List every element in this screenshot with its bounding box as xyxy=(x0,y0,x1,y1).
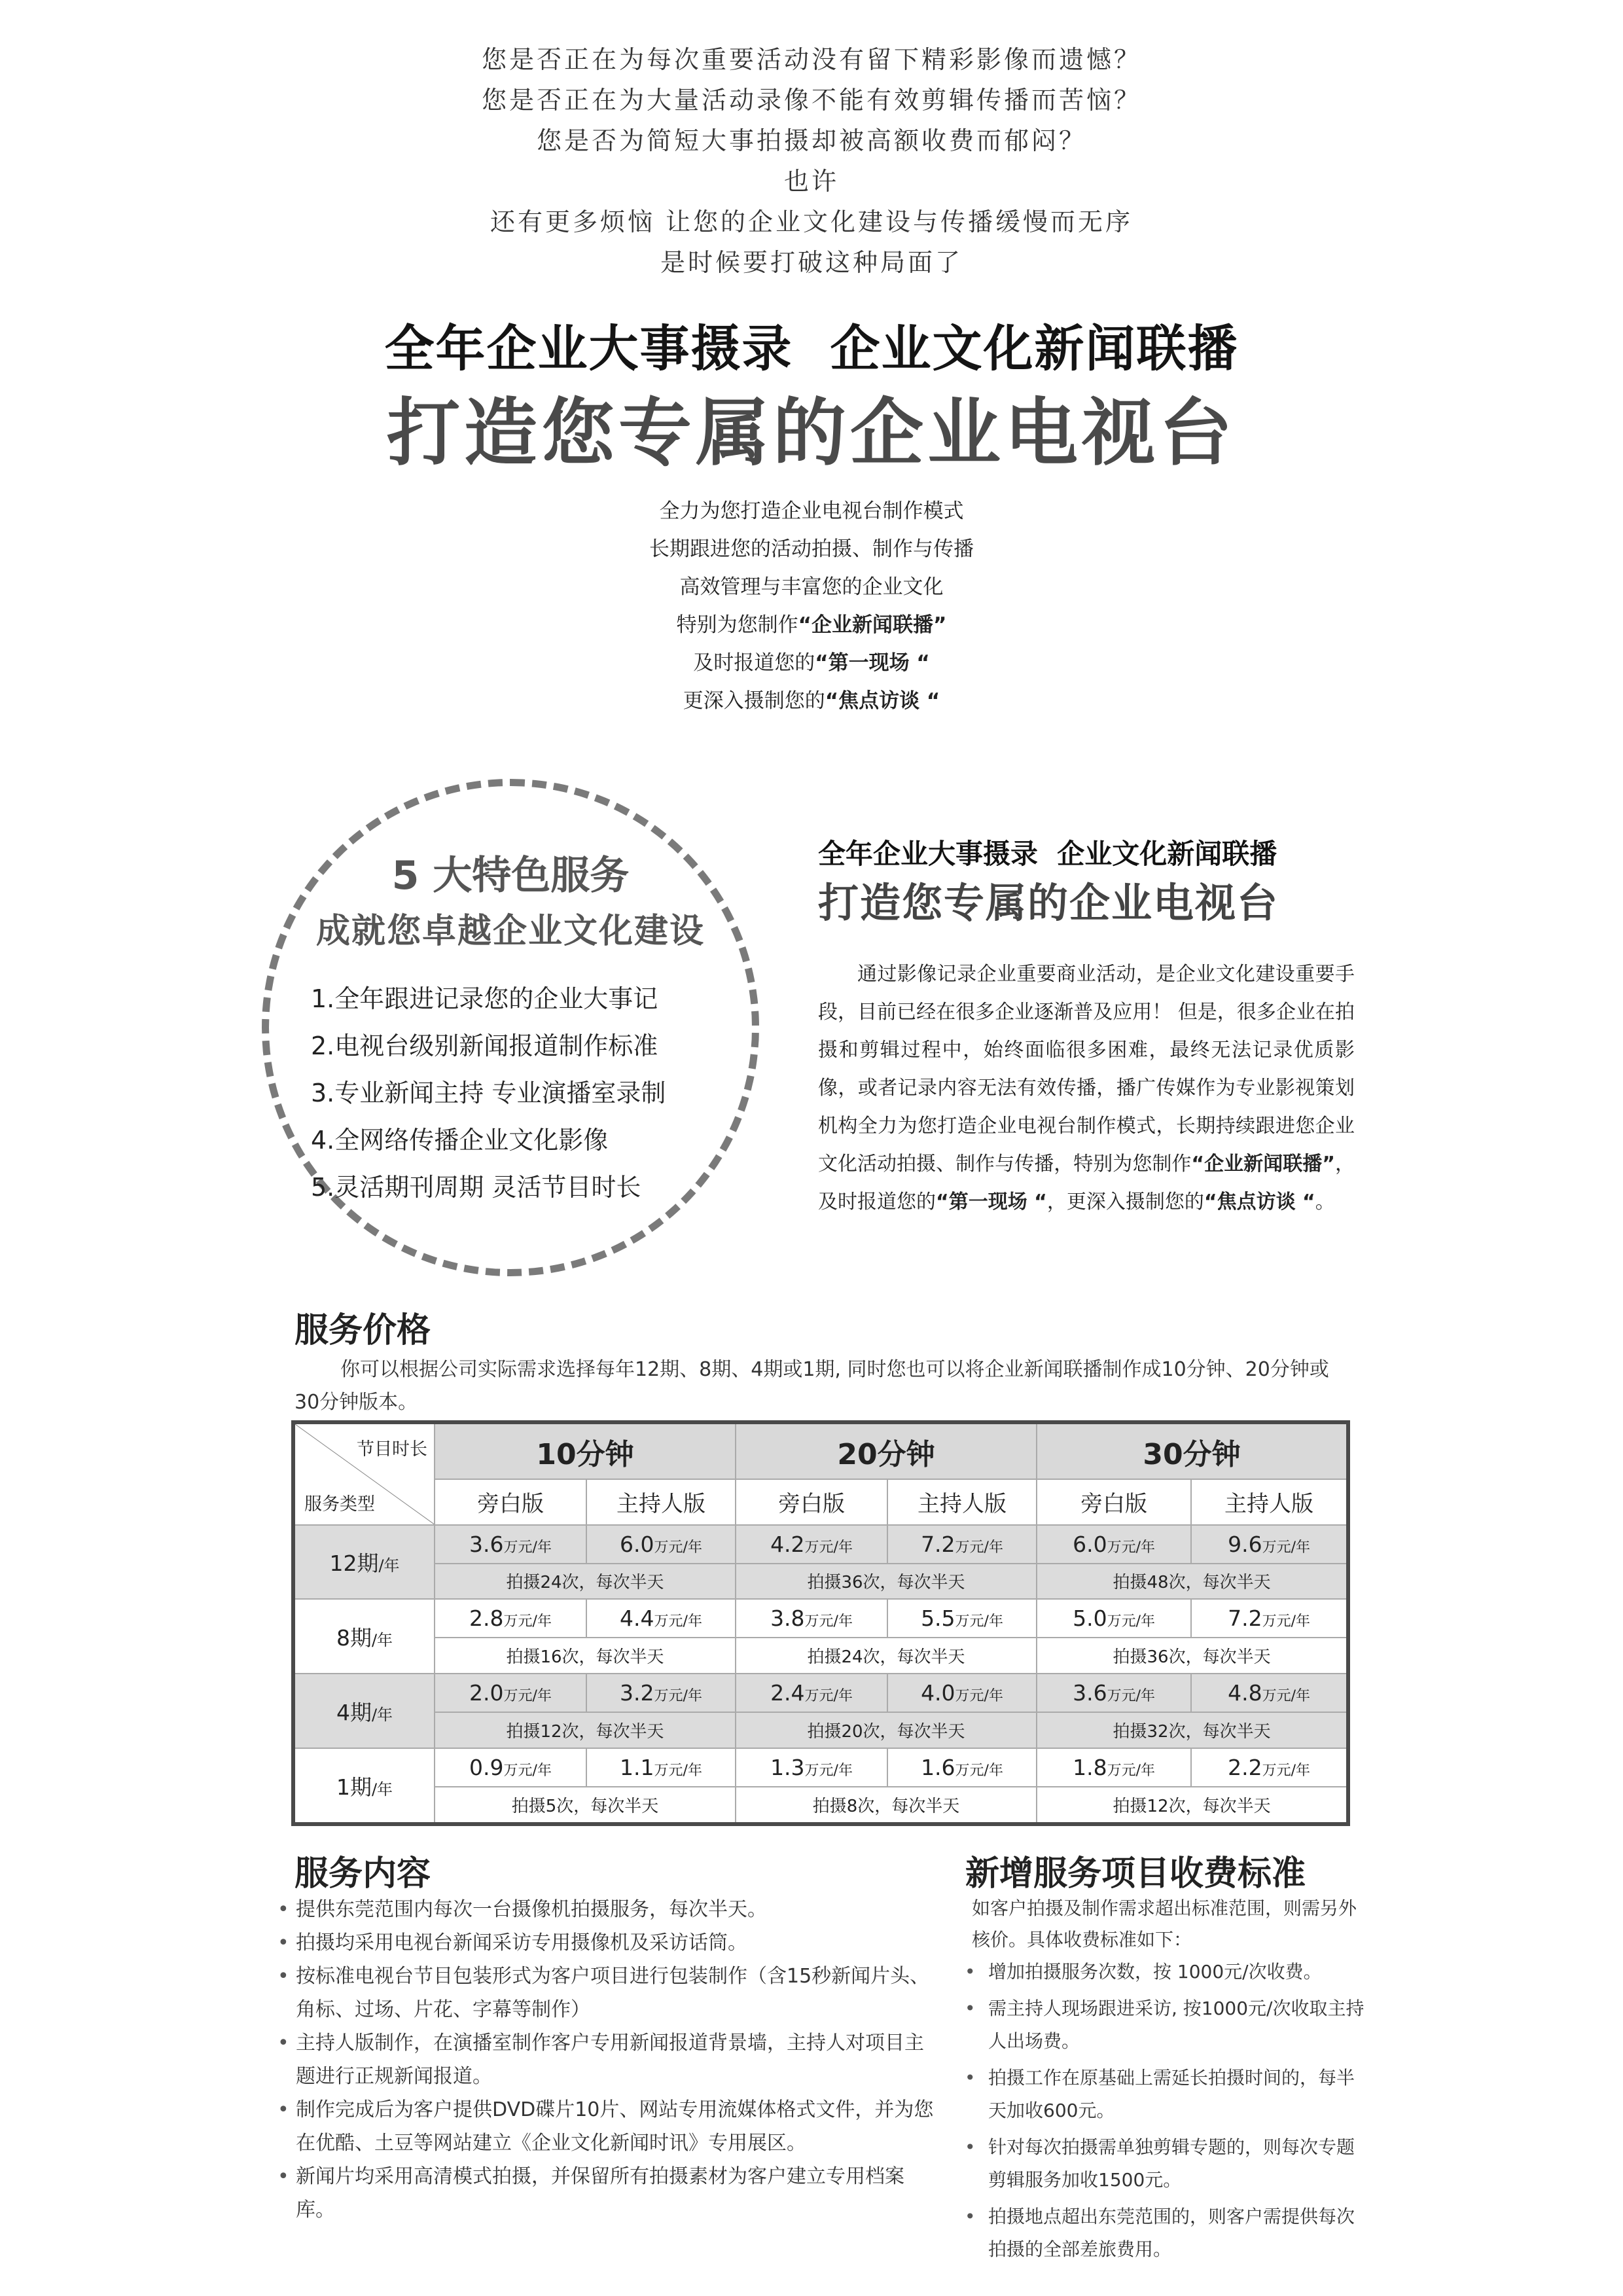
price-unit: 万元/年 xyxy=(804,1763,853,1780)
feature-item: 3.专业新闻主持 专业演播室录制 xyxy=(311,1079,666,1107)
period-unit: /年 xyxy=(378,1556,400,1575)
intro-line: 您是否为简短大事拍摄却被高额收费而郁闷？ xyxy=(536,126,1086,155)
fee-item xyxy=(962,2062,1368,2127)
bullet-icon: • xyxy=(965,2206,976,2227)
period-cell xyxy=(293,1525,435,1600)
price-value: 1.1 xyxy=(620,1755,654,1781)
shoot-note: 拍摄48次，每次半天 xyxy=(1037,1564,1348,1600)
tagline-line xyxy=(0,606,1623,644)
price-cell xyxy=(586,1525,736,1564)
fee-item xyxy=(962,1956,1368,1988)
fee-item-text: 增加拍摄服务次数，按 1000元/次收费。 xyxy=(988,1961,1322,1982)
note-row xyxy=(293,1638,1348,1674)
tagline-highlight: “企业新闻联播” xyxy=(798,613,947,637)
price-cell xyxy=(1191,1674,1348,1712)
bullet-icon: • xyxy=(965,2136,976,2158)
version-header: 旁白版 xyxy=(435,1479,586,1524)
price-cell xyxy=(435,1748,586,1787)
price-cell xyxy=(435,1599,586,1638)
bullet-icon: • xyxy=(277,1898,289,1921)
price-unit: 万元/年 xyxy=(1262,1613,1310,1630)
intro-line: 还有更多烦恼 让您的企业文化建设与传播缓慢而无序 xyxy=(490,207,1133,236)
bullet-icon: • xyxy=(277,1965,289,1988)
price-value: 4.8 xyxy=(1228,1680,1262,1706)
note-row xyxy=(293,1564,1348,1600)
period-label: 1期 xyxy=(336,1774,372,1800)
shoot-note: 拍摄24次，每次半天 xyxy=(736,1638,1037,1674)
tagline-line: 长期跟进您的活动拍摄、制作与传播 xyxy=(649,537,974,561)
period-unit: /年 xyxy=(371,1705,393,1724)
pricing-table xyxy=(291,1420,1350,1826)
service-item-text: 拍摄均采用电视台新闻采访专用摄像机及采访话筒。 xyxy=(296,1931,747,1954)
bullet-icon: • xyxy=(965,2067,976,2089)
period-cell xyxy=(293,1748,435,1824)
price-value: 0.9 xyxy=(469,1755,504,1781)
shoot-note: 拍摄36次，每次半天 xyxy=(1037,1638,1348,1674)
bullet-icon: • xyxy=(277,2032,289,2054)
tagline-text: 更深入摄制您的 xyxy=(683,689,825,713)
feature-item: 4.全网络传播企业文化影像 xyxy=(311,1126,609,1155)
price-unit: 万元/年 xyxy=(955,1539,1003,1556)
intro-line: 是时候要打破这种局面了 xyxy=(660,248,963,277)
service-item-text: 提供东莞范围内每次一台摄像机拍摄服务，每次半天。 xyxy=(296,1898,767,1921)
feature-item: 2.电视台级别新闻报道制作标准 xyxy=(311,1031,658,1060)
price-value: 2.0 xyxy=(469,1680,504,1706)
shoot-note: 拍摄32次，每次半天 xyxy=(1037,1712,1348,1748)
bullet-icon: • xyxy=(277,2165,289,2188)
price-cell xyxy=(1191,1525,1348,1564)
service-item-text: 按标准电视台节目包装形式为客户项目进行包装制作（含15秒新闻片头、角标、过场、片花、字幕等制作） xyxy=(296,1965,930,2021)
fee-item-text: 拍摄工作在原基础上需延长拍摄时间的，每半天加收600元。 xyxy=(988,2067,1355,2121)
headline-line1: 全年企业大事摄录 企业文化新闻联播 xyxy=(384,319,1239,378)
intro-right-title1: 全年企业大事摄录 企业文化新闻联播 xyxy=(818,838,1277,870)
para-text: 。 xyxy=(1315,1191,1335,1213)
extra-fees-intro: 如客户拍摄及制作需求超出标准范围，则需另外核价。具体收费标准如下： xyxy=(972,1897,1357,1950)
price-cell xyxy=(736,1674,887,1712)
shoot-note: 拍摄16次，每次半天 xyxy=(435,1638,736,1674)
price-value: 5.5 xyxy=(921,1605,955,1632)
fee-item xyxy=(962,2131,1368,2197)
service-item-text: 主持人版制作，在演播室制作客户专用新闻报道背景墙，主持人对项目主题进行正规新闻报道。 xyxy=(296,2032,924,2088)
service-content-title: 服务内容 xyxy=(294,1854,431,1893)
para-highlight: “焦点访谈 “ xyxy=(1204,1191,1315,1213)
price-cell xyxy=(435,1674,586,1712)
extra-fees-title: 新增服务项目收费标准 xyxy=(965,1854,1306,1893)
period-unit: /年 xyxy=(371,1630,393,1649)
fee-item xyxy=(962,2200,1368,2266)
tagline-line: 全力为您打造企业电视台制作模式 xyxy=(659,499,964,523)
fee-item-text: 拍摄地点超出东莞范围的，则客户需提供每次拍摄的全部差旅费用。 xyxy=(988,2206,1355,2260)
tagline-line xyxy=(0,644,1623,682)
price-unit: 万元/年 xyxy=(1107,1763,1155,1780)
price-unit: 万元/年 xyxy=(1107,1613,1155,1630)
price-value: 2.2 xyxy=(1228,1755,1262,1781)
shoot-note: 拍摄24次，每次半天 xyxy=(435,1564,736,1600)
price-value: 2.8 xyxy=(469,1605,504,1632)
price-value: 6.0 xyxy=(620,1531,654,1557)
price-unit: 万元/年 xyxy=(804,1613,853,1630)
price-value: 4.4 xyxy=(620,1605,654,1632)
price-value: 1.3 xyxy=(770,1755,805,1781)
para-highlight: “第一现场 “ xyxy=(936,1191,1047,1213)
version-header: 旁白版 xyxy=(736,1479,887,1524)
bullet-icon: • xyxy=(965,1998,976,2019)
price-value: 1.6 xyxy=(921,1755,955,1781)
service-item xyxy=(275,2093,942,2160)
features-subtitle: 成就您卓越企业文化建设 xyxy=(315,912,705,951)
price-unit: 万元/年 xyxy=(1107,1539,1155,1556)
service-item-text: 制作完成后为客户提供DVD碟片10片、网站专用流媒体格式文件，并为您在优酷、土豆等网站建立《企业文化新闻时讯》专用展区。 xyxy=(296,2098,934,2155)
price-row xyxy=(293,1674,1348,1712)
fee-item-text: 需主持人现场跟进采访, 按1000元/次收取主持人出场费。 xyxy=(988,1998,1364,2052)
price-cell xyxy=(887,1674,1037,1712)
features-list xyxy=(311,975,666,1211)
price-value: 1.8 xyxy=(1073,1755,1107,1781)
price-unit: 万元/年 xyxy=(1262,1763,1310,1780)
intro-line: 您是否正在为大量活动录像不能有效剪辑传播而苦恼？ xyxy=(481,86,1141,115)
price-cell xyxy=(1191,1599,1348,1638)
price-cell xyxy=(1191,1748,1348,1787)
price-cell xyxy=(586,1674,736,1712)
price-cell xyxy=(1037,1674,1191,1712)
duration-header: 10分钟 xyxy=(435,1422,736,1479)
price-cell xyxy=(1037,1599,1191,1638)
price-unit: 万元/年 xyxy=(503,1688,552,1705)
bullet-icon: • xyxy=(277,1931,289,1954)
shoot-note: 拍摄12次，每次半天 xyxy=(1037,1787,1348,1824)
table-corner-cell xyxy=(293,1422,435,1525)
shoot-note: 拍摄12次，每次半天 xyxy=(435,1712,736,1748)
price-cell xyxy=(586,1748,736,1787)
price-value: 3.2 xyxy=(620,1680,654,1706)
intro-line: 也许 xyxy=(783,167,839,196)
price-unit: 万元/年 xyxy=(654,1539,702,1556)
price-cell xyxy=(736,1525,887,1564)
pricing-note: 你可以根据公司实际需求选择每年12期、8期、4期或1期, 同时您也可以将企业新闻联播制作成10分钟、20分钟或30分钟版本。 xyxy=(294,1358,1329,1414)
price-unit: 万元/年 xyxy=(654,1613,702,1630)
period-unit: /年 xyxy=(371,1780,393,1799)
price-value: 3.6 xyxy=(469,1531,504,1557)
shoot-note: 拍摄5次，每次半天 xyxy=(435,1787,736,1824)
price-unit: 万元/年 xyxy=(503,1763,552,1780)
service-item-text: 新闻片均采用高清模式拍摄，并保留所有拍摄素材为客户建立专用档案库。 xyxy=(296,2165,904,2221)
corner-label-duration: 节目时长 xyxy=(357,1439,427,1460)
price-cell xyxy=(736,1599,887,1638)
corner-label-service: 服务类型 xyxy=(304,1494,375,1515)
price-unit: 万元/年 xyxy=(503,1613,552,1630)
shoot-note: 拍摄8次，每次半天 xyxy=(736,1787,1037,1824)
para-text: 通过影像记录企业重要商业活动，是企业文化建设重要手段，目前已经在很多企业逐渐普及应用！ 但是，很多企业在拍摄和剪辑过程中，始终面临很多困难，最终无法记录优质影像，或者记录内容无法有效传播，播广传媒作为专业影视策划机构全力为您打造企业电视台制作模式，长期持续跟进您企业文化活动拍摄、制作与传播，特别为您制作 xyxy=(818,963,1355,1175)
shoot-note: 拍摄36次，每次半天 xyxy=(736,1564,1037,1600)
note-row xyxy=(293,1787,1348,1824)
extra-fees-list xyxy=(962,1956,1368,2270)
price-cell xyxy=(586,1599,736,1638)
price-value: 7.2 xyxy=(921,1531,955,1557)
price-value: 4.0 xyxy=(921,1680,955,1706)
features-title: 5 大特色服务 xyxy=(391,853,630,899)
intro-paragraph xyxy=(818,956,1355,1221)
price-value: 4.2 xyxy=(770,1531,805,1557)
price-value: 3.6 xyxy=(1073,1680,1107,1706)
price-unit: 万元/年 xyxy=(654,1688,702,1705)
fee-item xyxy=(962,1992,1368,2058)
price-cell xyxy=(887,1748,1037,1787)
service-item xyxy=(275,1960,942,2026)
tagline-highlight: “焦点访谈 “ xyxy=(825,689,940,713)
tagline xyxy=(0,492,1623,720)
duration-header: 20分钟 xyxy=(736,1422,1037,1479)
price-unit: 万元/年 xyxy=(1262,1688,1310,1705)
tagline-line xyxy=(0,682,1623,720)
intro-right-title2: 打造您专属的企业电视台 xyxy=(818,879,1279,927)
note-row xyxy=(293,1712,1348,1748)
price-cell xyxy=(1037,1525,1191,1564)
version-header: 主持人版 xyxy=(586,1479,736,1524)
intro-line: 您是否正在为每次重要活动没有留下精彩影像而遗憾？ xyxy=(481,45,1141,74)
service-content-list xyxy=(275,1893,942,2227)
price-unit: 万元/年 xyxy=(1107,1688,1155,1705)
price-value: 5.0 xyxy=(1073,1605,1107,1632)
price-unit: 万元/年 xyxy=(1262,1539,1310,1556)
tagline-text: 及时报道您的 xyxy=(693,651,815,675)
price-row xyxy=(293,1525,1348,1564)
price-row xyxy=(293,1748,1348,1787)
tagline-highlight: “第一现场 “ xyxy=(815,651,930,675)
price-unit: 万元/年 xyxy=(955,1688,1003,1705)
period-cell xyxy=(293,1599,435,1674)
price-unit: 万元/年 xyxy=(804,1688,853,1705)
fee-item-text: 针对每次拍摄需单独剪辑专题的，则每次专题剪辑服务加收1500元。 xyxy=(988,2136,1355,2191)
service-item xyxy=(275,1893,942,1926)
price-value: 9.6 xyxy=(1228,1531,1262,1557)
para-text: ，及时报道您的 xyxy=(818,1153,1355,1213)
headline-line2: 打造您专属的企业电视台 xyxy=(387,391,1236,476)
price-cell xyxy=(736,1748,887,1787)
service-item xyxy=(275,2026,942,2093)
price-cell xyxy=(887,1525,1037,1564)
period-label: 4期 xyxy=(336,1699,372,1725)
price-unit: 万元/年 xyxy=(654,1763,702,1780)
price-value: 6.0 xyxy=(1073,1531,1107,1557)
service-item xyxy=(275,2160,942,2227)
period-label: 12期 xyxy=(329,1550,379,1576)
price-value: 2.4 xyxy=(770,1680,805,1706)
shoot-note: 拍摄20次，每次半天 xyxy=(736,1712,1037,1748)
tagline-text: 特别为您制作 xyxy=(676,613,798,637)
price-row xyxy=(293,1599,1348,1638)
feature-item: 5.灵活期刊周期 灵活节目时长 xyxy=(311,1173,641,1202)
para-text: ，更深入摄制您的 xyxy=(1046,1191,1204,1213)
bullet-icon: • xyxy=(277,2098,289,2121)
version-header: 旁白版 xyxy=(1037,1479,1191,1524)
price-value: 7.2 xyxy=(1228,1605,1262,1632)
feature-item: 1.全年跟进记录您的企业大事记 xyxy=(311,984,658,1013)
price-cell xyxy=(1037,1748,1191,1787)
price-cell xyxy=(887,1599,1037,1638)
price-unit: 万元/年 xyxy=(955,1613,1003,1630)
bullet-icon: • xyxy=(965,1961,976,1982)
version-header: 主持人版 xyxy=(1191,1479,1348,1524)
tagline-line: 高效管理与丰富您的企业文化 xyxy=(679,575,944,599)
price-unit: 万元/年 xyxy=(955,1763,1003,1780)
version-header: 主持人版 xyxy=(887,1479,1037,1524)
period-cell xyxy=(293,1674,435,1748)
service-item xyxy=(275,1926,942,1960)
duration-header: 30分钟 xyxy=(1037,1422,1348,1479)
para-highlight: “企业新闻联播” xyxy=(1191,1153,1335,1175)
price-cell xyxy=(435,1525,586,1564)
intro-questions xyxy=(0,39,1623,283)
price-unit: 万元/年 xyxy=(804,1539,853,1556)
price-unit: 万元/年 xyxy=(503,1539,552,1556)
pricing-title: 服务价格 xyxy=(294,1311,431,1350)
period-label: 8期 xyxy=(336,1624,372,1651)
price-value: 3.8 xyxy=(770,1605,805,1632)
